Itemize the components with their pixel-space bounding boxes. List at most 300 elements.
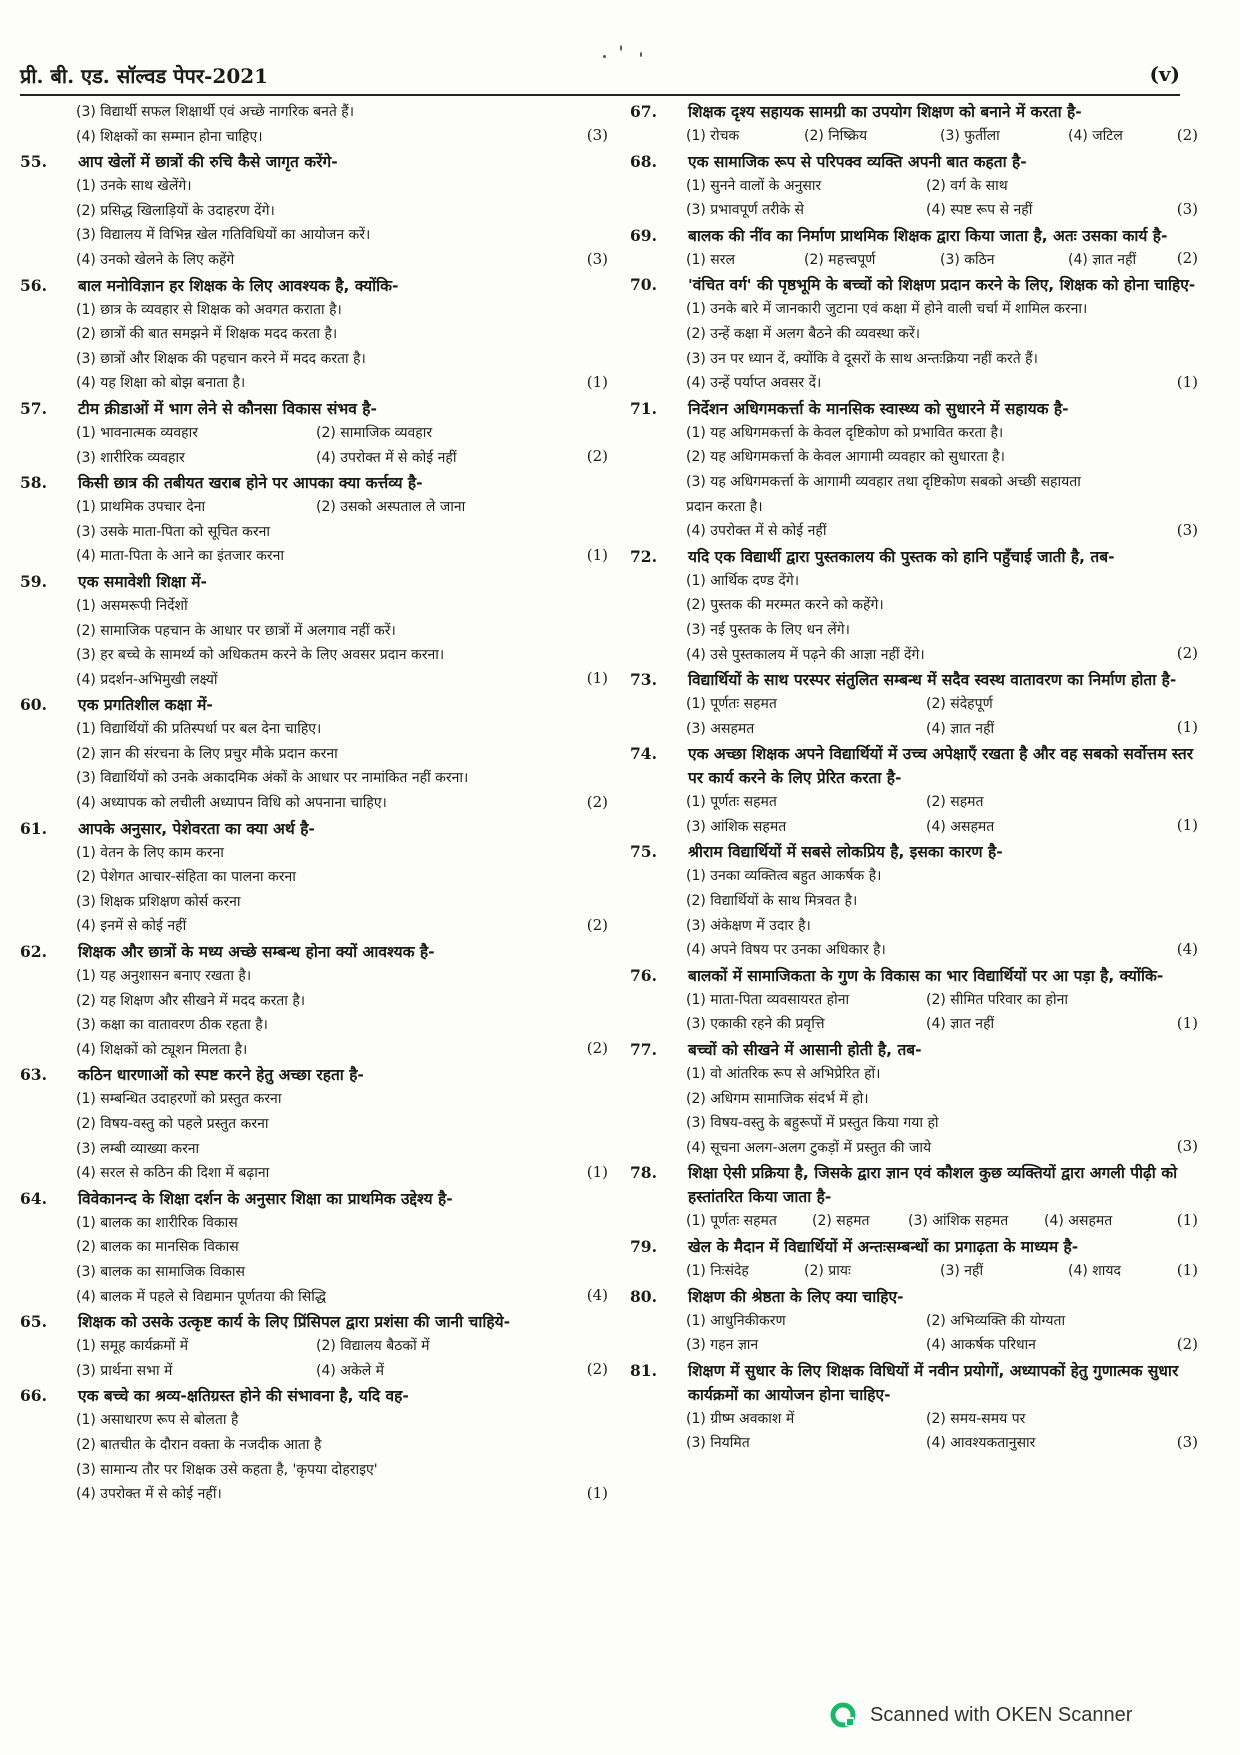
option: (1) वेतन के लिए काम करना [76,844,224,861]
option: (4) अकेले में [316,1362,385,1379]
question [628,100,1208,149]
option-row [76,1359,618,1384]
question-number: 64. [20,1188,47,1208]
question-text: विवेकानन्द के शिक्षा दर्शन के अनुसार शिक्षा का प्राथमिक उद्देश्य है- [78,1189,453,1208]
option: (3) अंकेक्षण में उदार है। [686,917,811,934]
option: (2) सहमत [812,1213,870,1230]
question-text: शिक्षण में सुधार के लिए शिक्षक विधियों में नवीन प्रयोगों, अध्यापकों हेतु गुणात्मक सुधार कार्यक्रमों का आयोजन होना चाहिए- [688,1361,1179,1404]
option: (4) शिक्षकों को ट्यूशन मिलता है। [76,1041,248,1058]
option: (3) यह अधिगमकर्त्ता के आगामी व्यवहार तथा दृष्टिकोण सबको अच्छी सहायता [686,473,1081,490]
question-line [628,1038,1208,1062]
page-title: प्री. बी. एड. सॉल्वड पेपर-2021 [20,64,269,88]
question-text: यदि एक विद्यार्थी द्वारा पुस्तकालय की पुस्तक को हानि पहुँचाई जाती है, तब- [688,547,1115,566]
question-number: 67. [630,102,657,121]
option: (4) जटिल [1068,128,1123,144]
question-continued [18,100,618,149]
option: (2) बालक का मानसिक विकास [76,1239,239,1256]
option: (2) पुस्तक की मरम्मत करने को कहेंगे। [686,597,884,614]
option: (1) ग्रीष्म अवकाश में [686,1410,795,1427]
answer: (3) [1176,520,1198,539]
option: (2) संदेहपूर्ण [926,696,993,713]
question-line [18,471,618,495]
option: (2) यह शिक्षण और सीखने में मदद करता है। [76,992,306,1009]
question-number: 61. [20,818,47,838]
question-number: 71. [630,398,657,418]
option: (3) लम्बी व्याख्या करना [76,1140,200,1157]
question [18,397,618,470]
option-row [686,790,1208,815]
option: (1) निःसंदेह [686,1263,749,1279]
question-text: 'वंचित वर्ग' की पृष्ठभूमि के बच्चों को शिक्षण प्रदान करने के लिए, शिक्षक को होना चाहिए- [688,276,1196,295]
question-text: श्रीराम विद्यार्थियों में सबसे लोकप्रिय है, इसका कारण है- [688,843,1003,862]
question-text: टीम क्रीडाओं में भाग लेने से कौनसा विकास संभव है- [78,399,377,418]
option: (4) उपरोक्त में से कोई नहीं [316,449,457,466]
option: (1) असमरूपी निर्देशों [76,597,188,614]
option: (2) अधिगम सामाजिक संदर्भ में हो। [686,1090,869,1107]
option: (2) उन्हें कक्षा में अलग बैठने की व्यवस्था करें। [686,325,921,342]
option: (1) उनका व्यक्तित्व बहुत आकर्षक है। [686,868,882,885]
question [628,273,1208,395]
option: (3) उसके माता-पिता को सूचित करना [76,523,271,540]
question-line [628,545,1208,569]
option: (1) माता-पिता व्यवसायरत होना [686,991,850,1008]
option: (3) उन पर ध्यान दें, क्योंकि वे दूसरों के साथ अन्तःक्रिया नहीं करते हैं। [686,350,1038,367]
question-number: 68. [630,151,657,171]
option: (2) विद्यालय बैठकों में [316,1338,430,1355]
question-text: विद्यार्थियों के साथ परस्पर संतुलित सम्बन्ध में सदैव स्वस्थ वातावरण का निर्माण होता है- [688,671,1177,690]
option: (1) भावनात्मक व्यवहार [76,424,198,441]
question [18,471,618,569]
options [628,248,1208,273]
option: (1) सरल [686,251,735,268]
option: (1) आधुनिकीकरण [686,1312,786,1329]
question-line [18,940,618,964]
option: (4) उसे पुस्तकालय में पढ़ने की आज्ञा नहीं देंगे। [686,646,925,663]
question-line [628,1161,1208,1209]
option: (2) सीमित परिवार का होना [926,991,1068,1008]
answer: (2) [586,447,608,466]
options [628,1407,1208,1456]
question [628,1285,1208,1358]
question [628,1235,1208,1284]
question-number: 77. [630,1040,657,1060]
option: (4) असहमत [926,818,995,835]
scanner-text: Scanned with OKEN Scanner [870,1703,1133,1726]
option: (1) छात्र के व्यवहार से शिक्षक को अवगत कराता है। [76,301,342,318]
option: (3) फुर्तीला [940,128,1000,144]
question-number: 80. [630,1286,657,1306]
question-number: 78. [630,1163,657,1183]
question-line [628,668,1208,692]
question-number: 76. [630,965,657,985]
question-line [628,1235,1208,1259]
option: (1) असाधारण रूप से बोलता है [76,1412,239,1429]
answer: (1) [586,372,608,391]
question-number: 55. [20,152,47,172]
options [628,790,1208,839]
option: (2) महत्त्वपूर्ण [804,251,876,268]
option: (1) सुनने वालों के अनुसार [686,177,822,194]
question [18,817,618,939]
option: (1) सम्बन्धित उदाहरणों को प्रस्तुत करना [76,1091,282,1108]
option-row [686,815,1208,840]
option: (3) कठिन [940,251,995,268]
answer: (1) [1176,1211,1198,1229]
options [628,174,1208,223]
question-number: 79. [630,1237,657,1256]
option: (4) उनको खेलने के लिए कहेंगे [76,251,235,268]
option: (4) अध्यापक को लचीली अध्यापन विधि को अपनाना चाहिए। [76,795,387,812]
options [628,692,1208,741]
answer: (3) [586,249,608,268]
option: (3) एकाकी रहने की प्रवृत्ति [686,1016,825,1033]
option-row [686,174,1208,199]
question-text: एक प्रगतिशील कक्षा में- [78,696,213,715]
question-number: 65. [20,1312,47,1332]
scanner-watermark [830,1700,1230,1730]
option: (3) नियमित [686,1435,750,1452]
question-number: 60. [20,695,47,715]
option: (2) प्रायः [804,1263,851,1279]
question-line [18,1063,618,1087]
option: (3) शिक्षक प्रशिक्षण कोर्स करना [76,893,241,910]
option: (4) उपरोक्त में से कोई नहीं। [76,1486,222,1503]
answer: (1) [1176,718,1198,737]
options [628,569,1208,667]
option: (4) असहमत [1044,1213,1113,1230]
question-text: शिक्षा ऐसी प्रक्रिया है, जिसके द्वारा ज्ञान एवं कौशल कुछ व्यक्तियों द्वारा अगली पीढ़ी को हस्तांतरित किया जाता है- [688,1164,1178,1207]
option: (1) पूर्णतः सहमत [686,794,777,811]
scan-speck [640,52,642,57]
question-line [628,840,1208,864]
options [18,1334,618,1383]
question-line [18,1187,618,1211]
option: (2) सामाजिक व्यवहार [316,424,433,441]
option: (4) उन्हें पर्याप्त अवसर दें। [686,375,822,392]
option: (4) ज्ञात नहीं [926,1016,995,1033]
question-number: 73. [630,670,657,690]
option: (2) ज्ञान की संरचना के लिए प्रचुर मौके प्रदान करना [76,745,338,762]
question-line [628,964,1208,988]
question-text: बाल मनोविज्ञान हर शिक्षक के लिए आवश्यक है, क्योंकि- [78,276,399,295]
question [628,224,1208,273]
question [18,570,618,692]
option: (3) शारीरिक व्यवहार [76,449,185,466]
page-number: (v) [1149,62,1180,86]
scanner-logo-icon [830,1702,856,1728]
question [18,274,618,396]
left-questions [18,150,618,1507]
question-text: आप खेलों में छात्रों की रुचि कैसे जागृत करेंगे- [78,153,338,172]
option: (3) नहीं [940,1263,984,1279]
question [628,1359,1208,1456]
question-line [18,150,618,174]
question-text: आपके अनुसार, पेशेवरता का क्या अर्थ है- [78,819,315,838]
option: (4) माता-पिता के आने का इंतजार करना [76,548,285,565]
option: (4) सूचना अलग-अलग टुकड़ों में प्रस्तुत की जाये [686,1139,932,1156]
option: (4) ज्ञात नहीं [926,720,995,737]
answer: (2) [1176,249,1198,268]
scan-speck [603,55,606,58]
question-number: 58. [20,473,47,493]
question-text: एक अच्छा शिक्षक अपने विद्यार्थियों में उच्च अपेक्षाएँ रखता है और वह सबको सर्वोत्तम स्तर पर कार्य करने के लिए प्रेरित करता है- [688,745,1194,788]
option-row [686,1431,1208,1456]
answer: (2) [586,916,608,935]
question [628,840,1208,962]
options [18,964,618,1062]
question-text: एक बच्चे का श्रव्य-क्षतिग्रस्त होने की संभावना है, यदि वह- [78,1387,409,1406]
options [18,841,618,939]
options [18,1087,618,1185]
question-text: एक सामाजिक रूप से परिपक्व व्यक्ति अपनी बात कहता है- [688,152,1027,171]
question [628,668,1208,741]
question [628,964,1208,1037]
question [628,742,1208,839]
option-row [686,988,1208,1013]
question-text: बच्चों को सीखने में आसानी होती है, तब- [688,1041,922,1060]
option: (1) रोचक [686,128,740,144]
options [628,124,1208,149]
question [628,1161,1208,1234]
question-line [628,1285,1208,1309]
option: (1) यह अनुशासन बनाए रखता है। [76,968,252,985]
question-text: कठिन धारणाओं को स्पष्ट करने हेतु अच्छा रहता है- [78,1066,364,1085]
question-number: 56. [20,275,47,295]
question [628,545,1208,667]
options [628,1209,1208,1234]
question-line [18,397,618,421]
option: (1) यह अधिगमकर्त्ता के केवल दृष्टिकोण को प्रभावित करता है। [686,424,1004,441]
question [18,1310,618,1383]
question [628,397,1208,544]
option-row [686,124,1208,149]
option: (2) निष्क्रिय [804,128,868,144]
question-line [628,273,1208,297]
option: (2) वर्ग के साथ [926,177,1008,194]
option-row [686,692,1208,717]
question-text: खेल के मैदान में विद्यार्थियों में अन्तःसम्बन्धों का प्रगाढ़ता के माध्यम है- [688,1238,1079,1256]
question-text: एक समावेशी शिक्षा में- [78,572,207,591]
option: (3) विद्यार्थियों को उनके अकादमिक अंकों के आधार पर नामांकित नहीं करना। [76,770,469,787]
option: (1) आर्थिक दण्ड देंगे। [686,572,800,589]
option: (3) हर बच्चे के सामर्थ्य को अधिकतम करने के लिए अवसर प्रदान करना। [76,647,445,664]
option: (2) सहमत [926,794,984,811]
left-column [18,100,618,1508]
options [18,174,618,272]
options [628,988,1208,1037]
scan-speck [620,45,622,51]
option-row [686,1209,1208,1234]
option: (2) सामाजिक पहचान के आधार पर छात्रों में अलगाव नहीं करें। [76,622,396,639]
options [628,421,1208,544]
answer: (1) [1176,1014,1198,1033]
question-line [628,1359,1208,1407]
right-column [628,100,1208,1457]
option: (2) बातचीत के दौरान वक्ता के नजदीक आता है [76,1436,322,1453]
option: (4) सरल से कठिन की दिशा में बढ़ाना [76,1165,270,1182]
option: (3) विषय-वस्तु के बहुरूपों में प्रस्तुत किया गया हो [686,1115,939,1132]
option-row [686,248,1208,273]
right-questions [628,100,1208,1456]
option: (1) पूर्णतः सहमत [686,1213,777,1230]
question-number: 81. [630,1360,657,1380]
answer: (1) [586,545,608,564]
question-line [628,742,1208,790]
question [18,693,618,815]
answer: (1) [586,1483,608,1502]
question-number: 74. [630,744,657,764]
options [628,1062,1208,1160]
answer: (2) [586,792,608,811]
options [18,594,618,692]
question-text: शिक्षक और छात्रों के मध्य अच्छे सम्बन्ध होना क्यों आवश्यक है- [78,943,435,962]
option: (1) प्राथमिक उपचार देना [76,499,206,516]
answer: (2) [586,1360,608,1379]
option: (4) इनमें से कोई नहीं [76,918,187,935]
answer: (1) [1176,816,1198,835]
option: (4) स्पष्ट रूप से नहीं [926,202,1033,219]
option: (1) पूर्णतः सहमत [686,696,777,713]
option: (3) सामान्य तौर पर शिक्षक उसे कहता है, 'कृपया दोहराइए' [76,1461,378,1478]
option-row [76,446,618,471]
option: (4) शायद [1068,1263,1121,1279]
option-row [686,1259,1208,1284]
option: (4) शिक्षकों का सम्मान होना चाहिए। [76,128,263,145]
option: (3) आंशिक सहमत [908,1213,1009,1230]
option: (3) प्रभावपूर्ण तरीके से [686,202,805,219]
answer: (2) [1176,644,1198,663]
option-row [76,1334,618,1359]
option: (4) यह शिक्षा को बोझ बनाता है। [76,375,246,392]
answer: (1) [1176,1260,1198,1279]
question [628,150,1208,223]
question-line [18,817,618,841]
option: (3) आंशिक सहमत [686,818,787,835]
option: (1) उनके बारे में जानकारी जुटाना एवं कक्षा में होने वाली चर्चा में शामिल करना। [686,301,1088,318]
question-line [18,693,618,717]
option: (2) छात्रों की बात समझने में शिक्षक मदद करता है। [76,326,338,343]
options [628,297,1208,395]
question-text: शिक्षण की श्रेष्ठता के लिए क्या चाहिए- [688,1287,904,1306]
option: (3) प्रार्थना सभा में [76,1362,173,1379]
option: (3) कक्षा का वातावरण ठीक रहता है। [76,1017,268,1034]
option: प्रदान करता है। [686,498,763,515]
question-text: बालक की नींव का निर्माण प्राथमिक शिक्षक द्वारा किया जाता है, अतः उसका कार्य है- [688,226,1168,245]
question-line [18,274,618,298]
option: (3) छात्रों और शिक्षक की पहचान करने में मदद करता है। [76,350,366,367]
question-text: शिक्षक दृश्य सहायक सामग्री का उपयोग शिक्षण को बनाने में करता है- [688,103,1082,121]
question-line [628,397,1208,421]
answer: (4) [1176,939,1198,958]
option: (3) असहमत [686,720,755,737]
question-text: किसी छात्र की तबीयत खराब होने पर आपका क्या कर्त्तव्य है- [78,474,423,493]
question-number: 66. [20,1386,47,1406]
option-row [686,1012,1208,1037]
question-number: 70. [630,275,657,295]
answer: (1) [586,669,608,688]
option: (2) समय-समय पर [926,1410,1026,1427]
options [18,1408,618,1506]
question-text: बालकों में सामाजिकता के गुण के विकास का भार विद्यार्थियों पर आ पड़ा है, क्योंकि- [688,966,1164,985]
option: (3) गहन ज्ञान [686,1337,759,1354]
options [628,1309,1208,1358]
option: (3) नई पुस्तक के लिए धन लेंगे। [686,621,850,638]
option: (2) पेशेगत आचार-संहिता का पालना करना [76,869,296,886]
question-number: 63. [20,1065,47,1085]
option: (2) उसको अस्पताल ले जाना [316,499,466,516]
options [18,717,618,815]
option: (2) प्रसिद्ध खिलाड़ियों के उदाहरण देंगे। [76,202,275,219]
question-line [18,570,618,594]
answer: (2) [586,1039,608,1058]
answer: (4) [586,1286,608,1305]
question-number: 62. [20,942,47,962]
question-line [628,150,1208,174]
option: (4) बालक में पहले से विद्यमान पूर्णतया की सिद्धि [76,1288,327,1305]
options [628,1259,1208,1284]
answer: (2) [1176,125,1198,144]
question [18,1063,618,1185]
answer: (3) [1176,1432,1198,1451]
option: (3) बालक का सामाजिक विकास [76,1263,245,1280]
option: (2) अभिव्यक्ति की योग्यता [926,1312,1066,1329]
question [18,150,618,272]
answer: (1) [1176,372,1198,391]
option: (4) आकर्षक परिधान [926,1337,1036,1354]
question-line [628,100,1208,124]
option: (3) विद्यार्थी सफल शिक्षार्थी एवं अच्छे नागरिक बनते हैं। [76,104,355,120]
option: (4) उपरोक्त में से कोई नहीं [686,523,827,540]
question-number: 69. [630,225,657,245]
option: (4) अपने विषय पर उनका अधिकार है। [686,942,886,959]
option-row [76,421,618,446]
option: (1) उनके साथ खेलेंगे। [76,178,192,195]
option: (4) आवश्यकतानुसार [926,1435,1036,1452]
options [18,495,618,569]
option-row [686,198,1208,223]
question-number: 59. [20,571,47,591]
question-text: शिक्षक को उसके उत्कृष्ट कार्य के लिए प्रिंसिपल द्वारा प्रशंसा की जानी चाहिये- [78,1313,511,1332]
answer: (3) [1176,1137,1198,1156]
question-line [18,1310,618,1334]
question [18,1187,618,1309]
option-row [76,495,618,520]
question-number: 57. [20,398,47,418]
question [18,940,618,1062]
answer: (3) [1176,199,1198,218]
page-header [20,60,1180,96]
options [18,421,618,470]
options [628,864,1208,962]
option: (2) विषय-वस्तु को पहले प्रस्तुत करना [76,1116,269,1132]
answer: (2) [1176,1334,1198,1353]
options [18,1211,618,1309]
option-row [686,1407,1208,1432]
answer: (1) [586,1162,608,1181]
option: (1) बालक का शारीरिक विकास [76,1214,238,1231]
question [18,1384,618,1506]
answer: (3) [586,126,608,145]
question-text: निर्देशन अधिगमकर्त्ता के मानसिक स्वास्थ्य को सुधारने में सहायक है- [688,399,1069,418]
option-row [686,1333,1208,1358]
option: (1) समूह कार्यक्रमों में [76,1338,189,1355]
question-number: 72. [630,546,657,566]
option: (2) विद्यार्थियों के साथ मित्रवत है। [686,893,858,910]
option-row [686,717,1208,742]
option: (3) विद्यालय में विभिन्न खेल गतिविधियों का आयोजन करें। [76,227,371,244]
question-line [18,1384,618,1408]
option: (4) प्रदर्शन-अभिमुखी लक्ष्यों [76,671,218,688]
